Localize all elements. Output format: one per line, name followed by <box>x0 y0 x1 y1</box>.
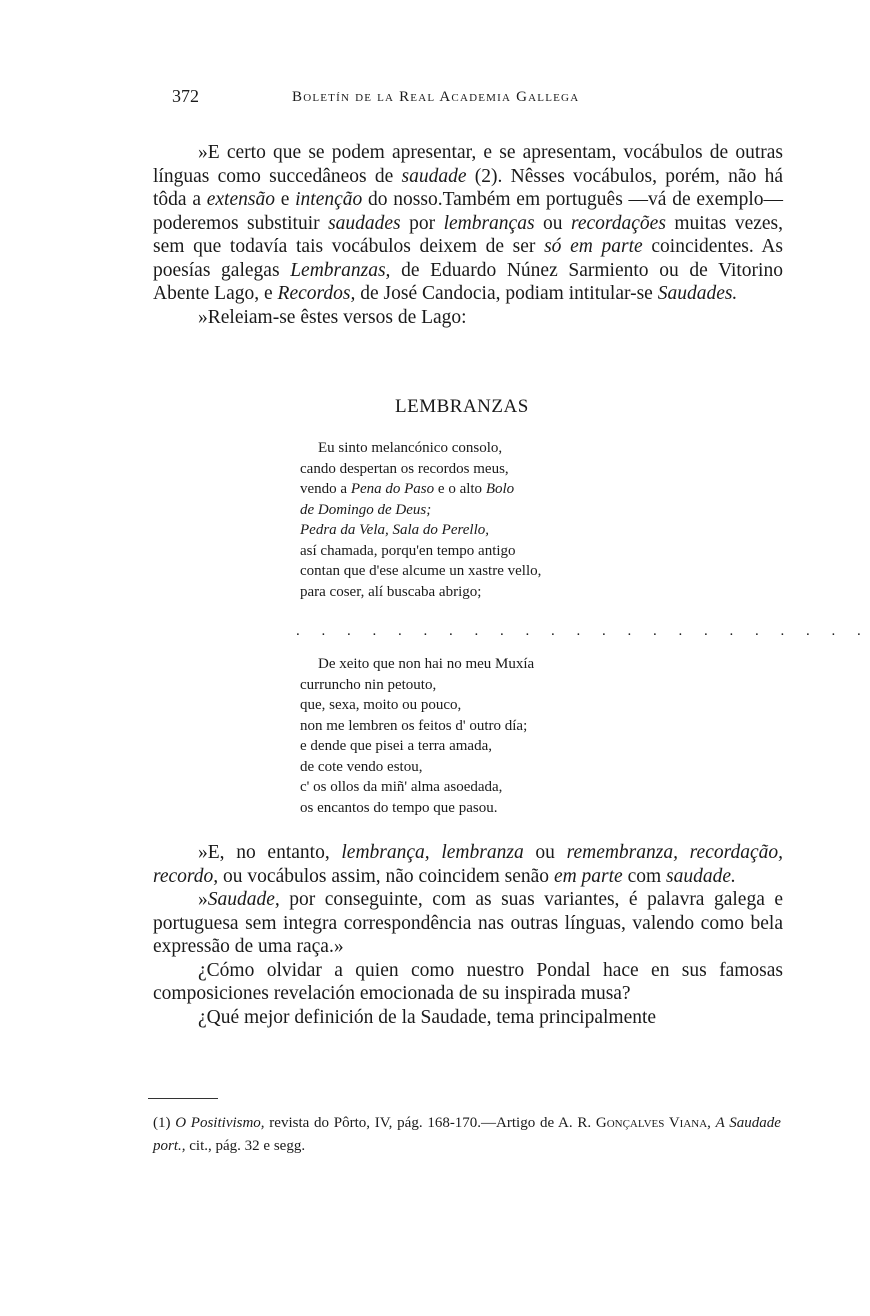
italic-span: Saudade, <box>207 889 280 910</box>
paragraph-3 <box>153 841 783 888</box>
text-span: e o alto <box>434 481 486 497</box>
text-span: muitas vezes, sem que todavía tais vocábulos deixem de ser <box>153 212 783 257</box>
italic-span: Recordos, <box>277 283 356 304</box>
paragraph-1 <box>153 141 783 329</box>
poem-line: cando despertan os recordos meus, <box>300 460 509 477</box>
italic-span: A Saudade port., <box>153 1115 781 1154</box>
paragraph-4 <box>153 888 783 959</box>
text-span: ou <box>523 842 567 863</box>
text-span: vendo a <box>300 481 351 497</box>
poem-line: os encantos do tempo que pasou. <box>300 799 498 816</box>
text-span: coincidentes. As poesías galegas <box>153 236 783 281</box>
body-continuation <box>153 841 783 1029</box>
page-header <box>160 86 780 110</box>
italic-span: em parte <box>553 865 623 887</box>
running-title: Boletín de la Real Academia Gallega <box>292 89 580 105</box>
poem-line <box>300 520 740 541</box>
italic-span: Pena do Paso <box>350 481 435 497</box>
italic-span: Saudades. <box>657 283 738 304</box>
italic-span: saudade. <box>666 865 736 887</box>
poem-line: e dende que pisei a terra amada, <box>300 738 492 754</box>
text-span: do nosso.Também em português —vá de exemplo— poderemos substituir <box>153 189 783 234</box>
italic-span: recordações <box>570 212 666 234</box>
italic-span: extensão <box>206 189 275 210</box>
italic-span: lembranças <box>443 212 535 234</box>
paragraph-2: »Releiam-se êstes versos de Lago: <box>198 306 467 328</box>
poem-stanza-1 <box>300 438 740 602</box>
italic-span: intenção <box>295 189 363 210</box>
text-span: por conseguinte, com as suas variantes, é palavra galega e portuguesa sem integra correspondência nas outras línguas, valendo como bela expressão de uma raça.» <box>153 889 783 957</box>
author-name: Gonçalves Viana, <box>595 1115 711 1131</box>
poem-line <box>300 500 740 521</box>
poem-line: contan que d'ese alcume un xastre vello, <box>300 563 542 579</box>
italic-span: O Positivismo, <box>175 1115 265 1131</box>
italic-span: de Domingo de Deus; <box>300 501 432 518</box>
footnote <box>153 1112 781 1158</box>
footnote-rule <box>148 1098 218 1099</box>
text-span: revista do Pôrto, IV, pág. 168-170.—Artigo de A. R. <box>264 1115 596 1131</box>
text-span: de José Candocia, podiam intitular-se <box>355 283 658 304</box>
poem-line: non me lembren os feitos d' outro día; <box>300 717 528 734</box>
poem-stanza-2 <box>300 654 740 818</box>
text-span: ou <box>534 212 571 234</box>
poem-line: que, sexa, moito ou pouco, <box>300 697 462 713</box>
poem-line <box>300 479 740 500</box>
italic-span: saudades <box>328 212 401 234</box>
poem-line: de cote vendo estou, <box>300 758 423 775</box>
italic-span: Lembranzas, <box>290 259 391 281</box>
italic-span: Pedra da Vela, Sala do Perello, <box>300 522 489 538</box>
text-span: »E, no entanto, <box>198 842 342 863</box>
paragraph-5: ¿Cómo olvidar a quien como nuestro Pondal hace en sus famosas composiciones revelación emocionada de su inspirada musa? <box>153 959 783 1004</box>
text-span: ou vocábulos assim, não coincidem senão <box>218 865 554 887</box>
italic-span: saudade <box>401 165 467 187</box>
text-span: por <box>400 212 444 234</box>
poem-line: De xeito que non hai no meu Muxía <box>318 656 535 672</box>
poem-line: curruncho nin petouto, <box>300 676 437 693</box>
italic-span: Bolo <box>485 481 515 497</box>
text-span: cit., pág. 32 e segg. <box>185 1138 306 1154</box>
italic-span: remembranza, recordação, recordo, <box>153 842 783 887</box>
paragraph-6: ¿Qué mejor definición de la Saudade, tema principalmente <box>198 1006 657 1028</box>
ellipsis-divider: . . . . . . . . . . . . . . . . . . . . . . . <box>296 623 870 639</box>
italic-span: só em parte <box>544 236 643 257</box>
poem-line: para coser, alí buscaba abrigo; <box>300 583 482 600</box>
footnote-marker: (1) <box>153 1115 176 1131</box>
poem-title: LEMBRANZAS <box>395 396 529 417</box>
text-span: (2). Nêsses vocábulos, porém, não há tôda a <box>153 165 783 210</box>
italic-span: lembrança, lembranza <box>341 842 524 863</box>
poem-line: así chamada, porqu'en tempo antigo <box>300 542 516 559</box>
text-span: de Eduardo Núnez Sarmiento ou de Vitorino Abente Lago, e <box>153 259 783 304</box>
text-span: e <box>274 189 296 210</box>
text-span: » <box>198 889 208 910</box>
page-number: 372 <box>172 86 199 106</box>
text-span: com <box>622 865 667 887</box>
text-span: »E certo que se podem apresentar, e se apresentam, vocábulos de outras línguas como succedâneos de <box>153 142 783 187</box>
poem-line: Eu sinto melancónico consolo, <box>318 440 503 456</box>
poem-line: c' os ollos da miñ' alma asoedada, <box>300 779 503 795</box>
